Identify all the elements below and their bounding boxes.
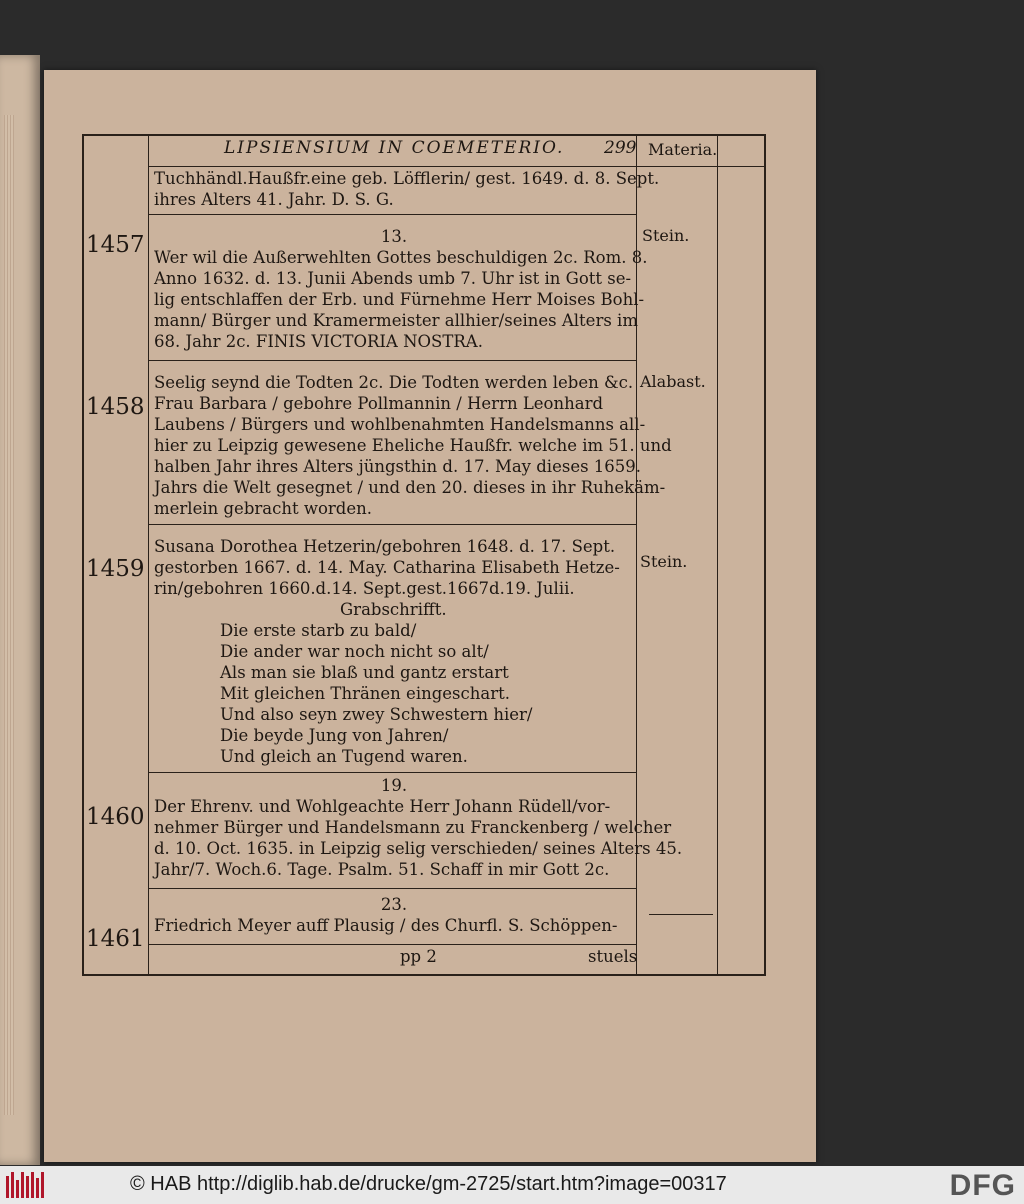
entry-line: gestorben 1667. d. 14. May. Catharina Elisabeth Hetze- xyxy=(154,558,620,577)
entry-line: lig entschlaffen der Erb. und Fürnehme Herr Moises Bohl- xyxy=(154,290,645,309)
column-label: Materia. xyxy=(648,140,718,159)
entry-line: merlein gebracht worden. xyxy=(154,499,372,518)
entry-line: ihres Alters 41. Jahr. D. S. G. xyxy=(154,190,394,209)
hab-logo-icon xyxy=(6,1172,46,1198)
book-page xyxy=(44,70,816,1162)
epitaph-heading: Grabschrifft. xyxy=(340,600,447,619)
entry-line: 68. Jahr 2c. FINIS VICTORIA NOSTRA. xyxy=(154,332,483,351)
copyright-link[interactable]: © HAB http://diglib.hab.de/drucke/gm-2725/start.htm?image=00317 xyxy=(130,1173,727,1195)
entry-line: rin/gebohren 1660.d.14. Sept.gest.1667d.19. Julii. xyxy=(154,579,575,598)
verse-line: Und gleich an Tugend waren. xyxy=(220,747,468,766)
verse-line: Und also seyn zwey Schwestern hier/ xyxy=(220,705,533,724)
entry-number: 1459 xyxy=(86,556,145,582)
number-column-rule xyxy=(148,136,149,974)
header-rule xyxy=(148,166,764,167)
entry-number: 1457 xyxy=(86,232,145,258)
viewer-footer-bar xyxy=(0,1166,1024,1204)
entry-line: 19. xyxy=(380,776,408,795)
running-title: LIPSIENSIUM IN COEMETERIO. xyxy=(224,138,565,158)
entry-number: 1458 xyxy=(86,394,145,420)
entry-line: Seelig seynd die Todten 2c. Die Todten werden leben &c. xyxy=(154,373,634,392)
entry-rule xyxy=(148,888,636,889)
entry-line: d. 10. Oct. 1635. in Leipzig selig verschieden/ seines Alters 45. xyxy=(154,839,683,858)
entry-line: Laubens / Bürgers und wohlbenahmten Handelsmanns all- xyxy=(154,415,646,434)
signature-mark: pp 2 xyxy=(400,947,437,966)
material-rule xyxy=(649,914,713,915)
entry-line: Frau Barbara / gebohre Pollmannin / Herrn Leonhard xyxy=(154,394,604,413)
material-column-rule xyxy=(717,136,718,974)
entry-material: Alabast. xyxy=(640,372,706,391)
footer-rule xyxy=(148,944,636,945)
entry-line: hier zu Leipzig gewesene Eheliche Haußfr. welche im 51. und xyxy=(154,436,672,455)
verse-line: Die erste starb zu bald/ xyxy=(220,621,417,640)
entry-line: Jahr/7. Woch.6. Tage. Psalm. 51. Schaff in mir Gott 2c. xyxy=(154,860,610,879)
entry-line: Anno 1632. d. 13. Junii Abends umb 7. Uhr ist in Gott se- xyxy=(154,269,632,288)
entry-line: Friedrich Meyer auff Plausig / des Churfl. S. Schöppen- xyxy=(154,916,618,935)
entry-line: 13. xyxy=(380,227,408,246)
entry-line: halben Jahr ihres Alters jüngsthin d. 17. May dieses 1659. xyxy=(154,457,642,476)
entry-line: Susana Dorothea Hetzerin/gebohren 1648. d. 17. Sept. xyxy=(154,537,616,556)
entry-line: 23. xyxy=(380,895,408,914)
adjacent-page-edge xyxy=(0,55,40,1165)
entry-line: Jahrs die Welt gesegnet / und den 20. dieses in ihr Ruhekäm- xyxy=(154,478,666,497)
entry-rule xyxy=(148,772,636,773)
entry-rule xyxy=(148,360,636,361)
catchword: stuels xyxy=(588,947,638,966)
entry-line: Der Ehrenv. und Wohlgeachte Herr Johann Rüdell/vor- xyxy=(154,797,611,816)
entry-rule xyxy=(148,524,636,525)
entry-number: 1460 xyxy=(86,804,145,830)
verse-line: Mit gleichen Thränen eingeschart. xyxy=(220,684,510,703)
entry-material: Stein. xyxy=(642,226,690,245)
entry-line: Tuchhändl.Haußfr.eine geb. Löfflerin/ gest. 1649. d. 8. Sept. xyxy=(154,169,660,188)
entry-rule xyxy=(148,214,636,215)
verse-line: Die beyde Jung von Jahren/ xyxy=(220,726,449,745)
verse-line: Die ander war noch nicht so alt/ xyxy=(220,642,489,661)
page-number: 299 xyxy=(604,138,637,158)
entry-line: mann/ Bürger und Kramermeister allhier/seines Alters im xyxy=(154,311,638,330)
entry-line: nehmer Bürger und Handelsmann zu Franckenberg / welcher xyxy=(154,818,672,837)
entry-number: 1461 xyxy=(86,926,145,952)
entry-material: Stein. xyxy=(640,552,688,571)
dfg-logo: DFG xyxy=(949,1169,1016,1202)
verse-line: Als man sie blaß und gantz erstart xyxy=(220,663,509,682)
entry-line: Wer wil die Außerwehlten Gottes beschuldigen 2c. Rom. 8. xyxy=(154,248,648,267)
